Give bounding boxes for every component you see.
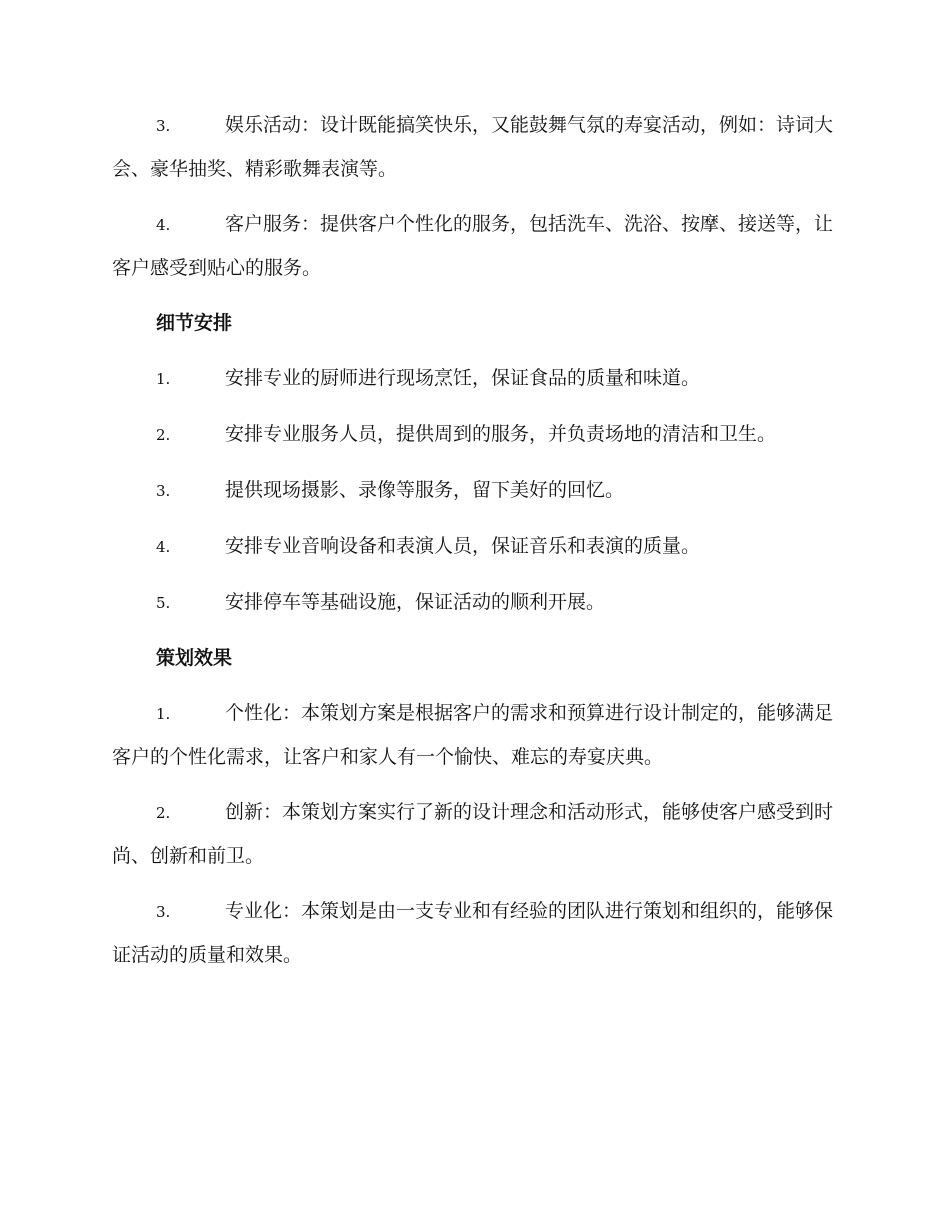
list-item xyxy=(112,469,834,513)
list-item xyxy=(112,525,834,569)
list-item xyxy=(112,890,834,977)
list-item xyxy=(112,357,834,401)
list-item xyxy=(112,692,834,779)
list-number: 2. xyxy=(156,804,171,822)
list-number: 5. xyxy=(156,594,171,612)
list-text: 创新：本策划方案实行了新的设计理念和活动形式，能够使客户感受到时尚、创新和前卫。 xyxy=(112,801,834,867)
list-item xyxy=(112,413,834,457)
list-text: 安排专业的厨师进行现场烹饪，保证食品的质量和味道。 xyxy=(225,367,701,389)
list-text: 安排停车等基础设施，保证活动的顺利开展。 xyxy=(225,591,606,613)
list-text: 个性化：本策划方案是根据客户的需求和预算进行设计制定的，能够满足客户的个性化需求，让客户和家人有一个愉快、难忘的寿宴庆典。 xyxy=(112,702,834,768)
list-text: 娱乐活动：设计既能搞笑快乐，又能鼓舞气氛的寿宴活动，例如：诗词大会、豪华抽奖、精彩歌舞表演等。 xyxy=(112,114,834,180)
list-item xyxy=(112,791,834,878)
list-item xyxy=(112,203,834,290)
list-number: 2. xyxy=(156,426,171,444)
list-item xyxy=(112,581,834,625)
list-number: 1. xyxy=(156,705,171,723)
list-item xyxy=(112,104,834,191)
list-number: 3. xyxy=(156,903,171,921)
list-text: 提供现场摄影、录像等服务，留下美好的回忆。 xyxy=(225,479,625,501)
list-text: 客户服务：提供客户个性化的服务，包括洗车、洗浴、按摩、接送等，让客户感受到贴心的服务。 xyxy=(112,213,834,279)
list-text: 安排专业服务人员，提供周到的服务，并负责场地的清洁和卫生。 xyxy=(225,423,777,445)
list-number: 4. xyxy=(156,216,171,234)
section-heading-effects: 策划效果 xyxy=(156,647,233,669)
document-body xyxy=(112,104,834,989)
section-heading-details: 细节安排 xyxy=(156,312,233,334)
list-number: 3. xyxy=(156,482,171,500)
list-number: 4. xyxy=(156,538,171,556)
list-text: 专业化：本策划是由一支专业和有经验的团队进行策划和组织的，能够保证活动的质量和效果。 xyxy=(112,900,834,966)
list-number: 3. xyxy=(156,117,171,135)
list-number: 1. xyxy=(156,370,171,388)
list-text: 安排专业音响设备和表演人员，保证音乐和表演的质量。 xyxy=(225,535,701,557)
